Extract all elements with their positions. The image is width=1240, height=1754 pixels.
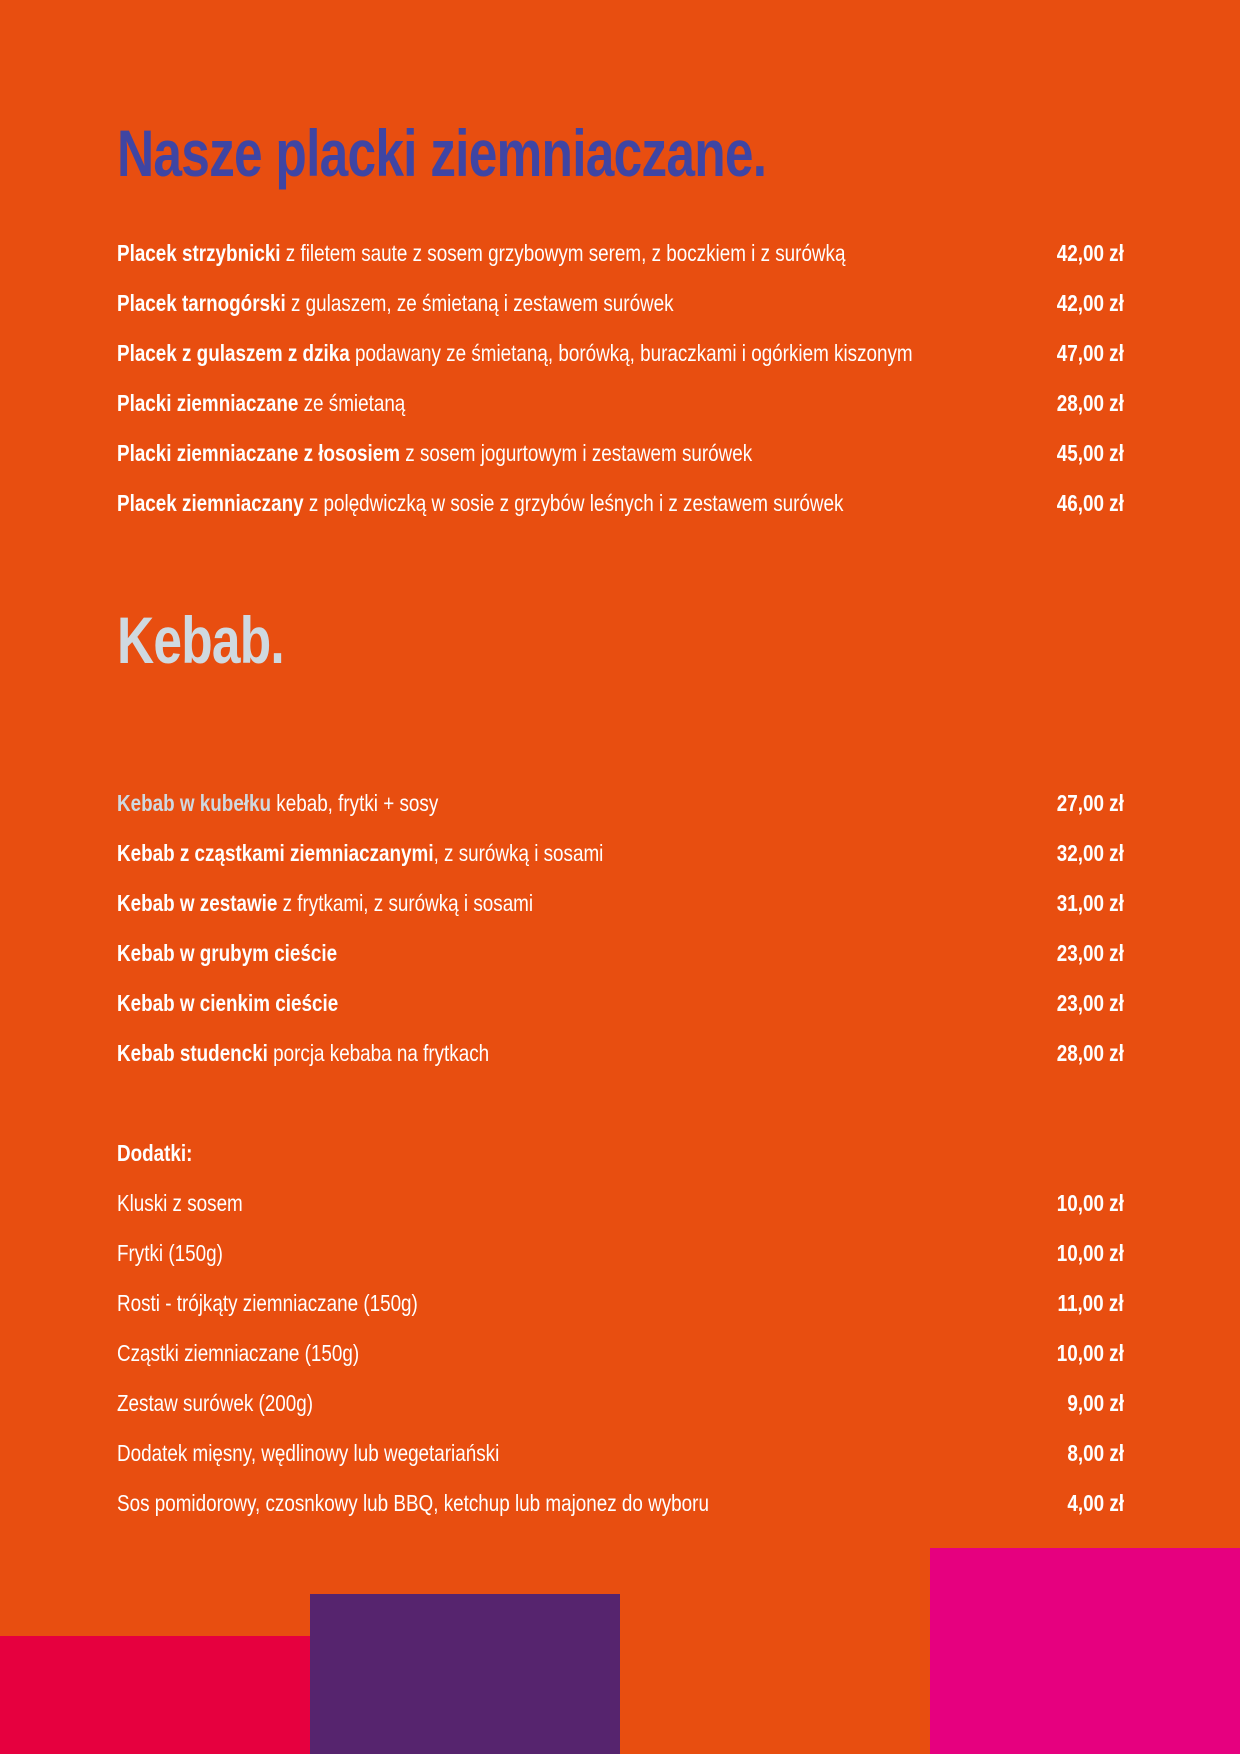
addon-item xyxy=(117,1228,1124,1278)
item-price: 23,00 zł xyxy=(1056,940,1124,966)
item-price: 4,00 zł xyxy=(1067,1490,1124,1516)
item-name: Kebab studencki xyxy=(117,1039,268,1066)
item-name: Placek strzybnicki xyxy=(117,239,281,266)
item-description: podawany ze śmietaną, borówką, buraczkami i ogórkiem kiszonym xyxy=(349,339,913,366)
addon-item xyxy=(117,1328,1124,1378)
item-description: Zestaw surówek (200g) xyxy=(117,1389,314,1416)
menu-item xyxy=(117,778,1124,828)
item-price: 10,00 zł xyxy=(1056,1190,1124,1216)
item-name: Placki ziemniaczane z łososiem xyxy=(117,439,401,466)
item-price: 32,00 zł xyxy=(1056,840,1124,866)
item-name: Placek tarnogórski xyxy=(117,289,286,316)
item-description: kebab, frytki + sosy xyxy=(271,789,439,816)
placki-menu-list xyxy=(117,228,1124,528)
menu-item xyxy=(117,278,1124,328)
item-description: z filetem saute z sosem grzybowym serem, z boczkiem i z surówką xyxy=(280,239,846,266)
item-price: 31,00 zł xyxy=(1056,890,1124,916)
item-name: Placki ziemniaczane xyxy=(117,389,299,416)
kebab-menu-list xyxy=(117,778,1124,1078)
menu-item xyxy=(117,978,1124,1028)
menu-item xyxy=(117,878,1124,928)
item-description: porcja kebaba na frytkach xyxy=(267,1039,490,1066)
item-description: Dodatek mięsny, wędlinowy lub wegetariański xyxy=(117,1439,500,1466)
kebab-heading: Kebab. xyxy=(117,603,284,677)
item-description: ze śmietaną xyxy=(298,389,406,416)
item-price: 9,00 zł xyxy=(1067,1390,1124,1416)
addon-item xyxy=(117,1478,1124,1528)
addons-heading-label: Dodatki: xyxy=(117,1139,193,1166)
item-price: 11,00 zł xyxy=(1057,1290,1124,1316)
menu-item xyxy=(117,428,1124,478)
item-price: 10,00 zł xyxy=(1056,1240,1124,1266)
menu-item xyxy=(117,378,1124,428)
item-name: Kebab w cienkim cieście xyxy=(117,989,339,1016)
decor-block-red xyxy=(0,1636,310,1754)
item-name: Kebab z cząstkami ziemniaczanymi xyxy=(117,839,434,866)
item-name: Kebab w zestawie xyxy=(117,889,278,916)
item-description: Frytki (150g) xyxy=(117,1239,223,1266)
item-description: Sos pomidorowy, czosnkowy lub BBQ, ketchup lub majonez do wyboru xyxy=(117,1489,709,1516)
item-description: Kluski z sosem xyxy=(117,1189,243,1216)
item-price: 28,00 zł xyxy=(1056,390,1124,416)
item-description: z polędwiczką w sosie z grzybów leśnych i z zestawem surówek xyxy=(303,489,844,516)
menu-item xyxy=(117,478,1124,528)
placki-heading: Nasze placki ziemniaczane. xyxy=(117,116,767,190)
item-description: z sosem jogurtowym i zestawem surówek xyxy=(400,439,753,466)
item-price: 28,00 zł xyxy=(1056,1040,1124,1066)
addon-item xyxy=(117,1178,1124,1228)
decor-block-purple xyxy=(310,1594,620,1754)
decor-block-magenta xyxy=(930,1548,1240,1754)
item-price: 23,00 zł xyxy=(1056,990,1124,1016)
item-description: Cząstki ziemniaczane (150g) xyxy=(117,1339,360,1366)
item-description: Rosti - trójkąty ziemniaczane (150g) xyxy=(117,1289,418,1316)
menu-item xyxy=(117,228,1124,278)
menu-item xyxy=(117,928,1124,978)
menu-item xyxy=(117,828,1124,878)
item-price: 8,00 zł xyxy=(1067,1440,1124,1466)
item-description: z frytkami, z surówką i sosami xyxy=(277,889,534,916)
item-price: 42,00 zł xyxy=(1056,240,1124,266)
menu-item xyxy=(117,1028,1124,1078)
item-description: z gulaszem, ze śmietaną i zestawem surówek xyxy=(285,289,674,316)
item-price: 45,00 zł xyxy=(1056,440,1124,466)
item-price: 27,00 zł xyxy=(1056,790,1124,816)
addons-heading xyxy=(117,1128,1124,1178)
addon-item xyxy=(117,1428,1124,1478)
item-name: Placek z gulaszem z dzika xyxy=(117,339,350,366)
addon-item xyxy=(117,1278,1124,1328)
addon-item xyxy=(117,1378,1124,1428)
item-price: 10,00 zł xyxy=(1056,1340,1124,1366)
addons-menu-list xyxy=(117,1128,1124,1528)
item-description: , z surówką i sosami xyxy=(433,839,604,866)
item-price: 47,00 zł xyxy=(1056,340,1124,366)
item-name: Kebab w grubym cieście xyxy=(117,939,338,966)
item-name: Kebab w kubełku xyxy=(117,789,272,816)
item-name: Placek ziemniaczany xyxy=(117,489,304,516)
menu-item xyxy=(117,328,1124,378)
item-price: 42,00 zł xyxy=(1056,290,1124,316)
item-price: 46,00 zł xyxy=(1056,490,1124,516)
